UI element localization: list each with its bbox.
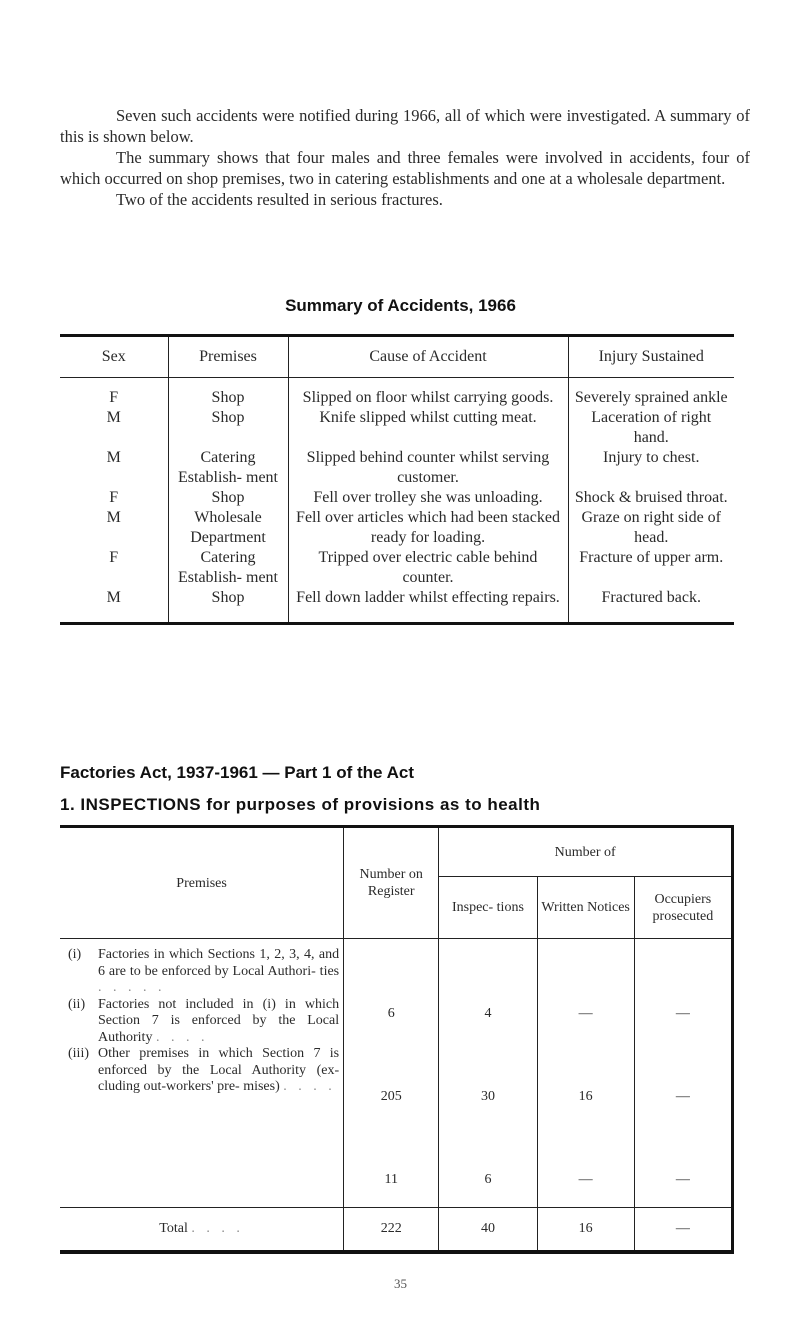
total-row xyxy=(60,1208,733,1253)
cell-register: 6 xyxy=(387,1006,395,1021)
cell-register: 205 xyxy=(380,1089,402,1104)
factories-act-title: Factories Act, 1937-1961 — Part 1 of the Act xyxy=(60,763,414,782)
inspections-table xyxy=(60,825,734,1254)
cell-premises: Shop xyxy=(168,588,288,624)
cell-sex: M xyxy=(106,589,121,606)
cell-premises: Shop xyxy=(168,488,288,508)
cell-cause: Fell over articles which had been stacked ready for loading. xyxy=(288,508,568,548)
total-prosecuted: — xyxy=(634,1208,732,1253)
cell-cause: Fell down ladder whilst effecting repairs. xyxy=(288,588,568,624)
cell-cause: Slipped behind counter whilst serving customer. xyxy=(288,448,568,488)
item-text: Factories in which Sections 1, 2, 3, 4, and 6 are to be enforced by Local Authori- ties xyxy=(98,947,340,979)
total-inspections: 40 xyxy=(439,1208,537,1253)
cell-premises: Catering Establish- ment xyxy=(168,548,288,588)
cell-sex: M xyxy=(106,409,121,426)
accidents-header-row xyxy=(60,336,734,378)
header-register: Number on Register xyxy=(344,827,439,939)
item-number: (iii) xyxy=(68,1046,89,1061)
intro-text xyxy=(60,105,750,210)
cell-cause: Tripped over electric cable behind counter. xyxy=(288,548,568,588)
cell-injury: Fractured back. xyxy=(568,588,734,624)
cell-prosecuted: — xyxy=(675,1172,690,1187)
cell-prosecuted: — xyxy=(675,1089,690,1104)
table-row xyxy=(60,488,734,508)
cell-injury: Fracture of upper arm. xyxy=(568,548,734,588)
header-premises: Premises xyxy=(60,827,344,939)
cell-cause: Fell over trolley she was unloading. xyxy=(288,488,568,508)
cell-inspections: 4 xyxy=(484,1006,492,1021)
item-number: (i) xyxy=(68,947,82,962)
accidents-title: Summary of Accidents, 1966 xyxy=(285,296,516,315)
cell-inspections: 6 xyxy=(484,1172,492,1187)
notices-values xyxy=(537,939,634,1208)
header-premises: Premises xyxy=(168,336,288,378)
table-row xyxy=(60,548,734,588)
cell-cause: Knife slipped whilst cutting meat. xyxy=(288,408,568,448)
table-row xyxy=(60,588,734,624)
cell-prosecuted: — xyxy=(675,1006,690,1021)
cell-inspections: 30 xyxy=(480,1089,495,1104)
header-notices: Written Notices xyxy=(537,877,634,939)
cell-register: 11 xyxy=(384,1172,398,1187)
list-item: (i) Factories in which Sections 1, 2, 3, 4, and 6 are to be enforced by Local Authori- ties . . . . . xyxy=(68,947,340,995)
table-row xyxy=(60,378,734,409)
table-row xyxy=(60,508,734,548)
table-row xyxy=(60,448,734,488)
intro-paragraph-2: The summary shows that four males and three females were involved in accidents, four of which occurred on shop premises, two in catering establishments and one at a wholesale department. xyxy=(60,148,750,188)
table-row xyxy=(60,408,734,448)
cell-notices: — xyxy=(578,1006,593,1021)
table-row xyxy=(60,939,733,1208)
total-notices: 16 xyxy=(537,1208,634,1253)
item-text: Factories not included in (i) in which Section 7 is enforced by the Local Authority xyxy=(98,996,340,1045)
cell-sex: M xyxy=(106,449,121,466)
cell-sex: F xyxy=(109,489,119,506)
item-number: (ii) xyxy=(68,996,86,1012)
header-sex: Sex xyxy=(60,336,168,378)
cell-premises: Catering Establish- ment xyxy=(168,448,288,488)
cell-injury: Injury to chest. xyxy=(568,448,734,488)
header-number-of: Number of xyxy=(439,827,733,877)
list-item: (iii) Other premises in which Section 7 is enforced by the Local Authority (ex- cluding out-workers' pre- mises) . . . . xyxy=(68,1046,340,1094)
cell-premises: Shop xyxy=(168,408,288,448)
cell-premises: Wholesale Department xyxy=(168,508,288,548)
cell-cause: Slipped on floor whilst carrying goods. xyxy=(288,378,568,409)
cell-sex: M xyxy=(106,509,121,526)
header-cause: Cause of Accident xyxy=(288,336,568,378)
page-number: 35 xyxy=(394,1276,407,1291)
inspections-values xyxy=(439,939,537,1208)
cell-sex: F xyxy=(109,549,119,566)
premises-list xyxy=(60,939,344,1208)
cell-sex: F xyxy=(109,389,119,406)
accidents-table xyxy=(60,334,734,625)
cell-injury: Graze on right side of head. xyxy=(568,508,734,548)
header-prosecuted: Occupiers prosecuted xyxy=(634,877,732,939)
total-label: Total xyxy=(159,1221,188,1236)
cell-notices: 16 xyxy=(578,1089,593,1104)
list-item: (ii) Factories not included in (i) in which Section 7 is enforced by the Local Authority . . . . xyxy=(68,996,340,1045)
prosecuted-values xyxy=(634,939,732,1208)
register-values xyxy=(344,939,439,1208)
inspections-header-row-1 xyxy=(60,827,733,877)
cell-notices: — xyxy=(578,1172,593,1187)
cell-premises: Shop xyxy=(168,378,288,409)
intro-paragraph-3: Two of the accidents resulted in serious fractures. xyxy=(116,190,443,209)
intro-paragraph-1: Seven such accidents were notified during 1966, all of which were investigated. A summary of this is shown below. xyxy=(60,106,750,146)
inspections-subtitle: 1. INSPECTIONS for purposes of provisions as to health xyxy=(60,795,541,814)
total-register: 222 xyxy=(344,1208,439,1253)
header-injury: Injury Sustained xyxy=(568,336,734,378)
header-inspections: Inspec- tions xyxy=(439,877,537,939)
cell-injury: Severely sprained ankle xyxy=(568,378,734,409)
cell-injury: Laceration of right hand. xyxy=(568,408,734,448)
cell-injury: Shock & bruised throat. xyxy=(568,488,734,508)
total-label-cell: Total . . . . xyxy=(60,1208,344,1253)
item-text: Other premises in which Section 7 is enforced by the Local Authority (ex- cluding out-workers' pre- mises) xyxy=(98,1046,340,1094)
